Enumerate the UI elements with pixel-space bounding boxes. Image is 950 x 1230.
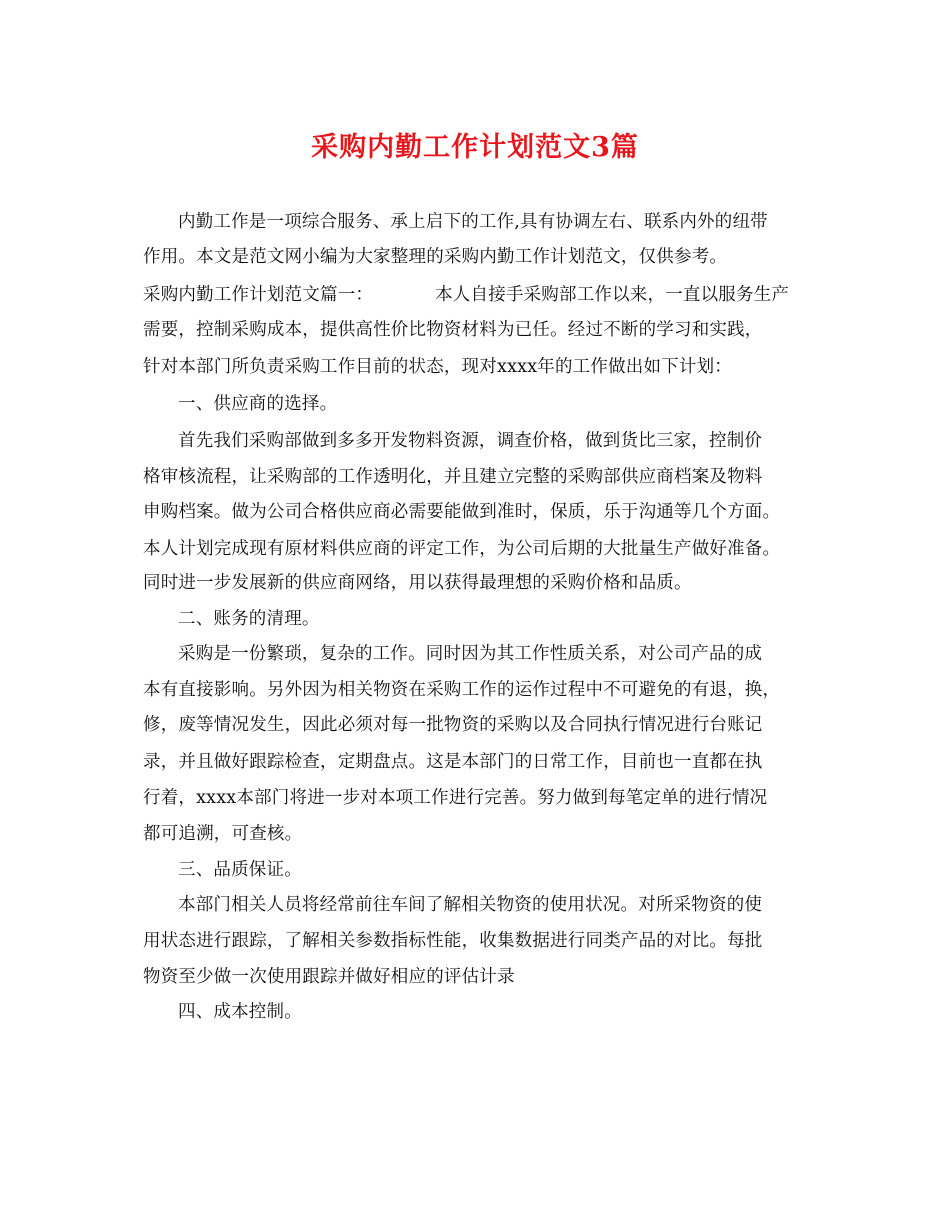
part-one-heading: 采购内勤工作计划范文篇一： <box>143 285 374 305</box>
section-1-line-3: 申购档案。做为公司合格供应商必需要能做到准时，保质，乐于沟通等几个方面。 <box>143 502 781 522</box>
section-3-line-2: 用状态进行跟踪，了解相关参数指标性能，收集数据进行同类产品的对比。每批 <box>143 931 763 951</box>
section-2-line-4: 录，并且做好跟踪检查，定期盘点。这是本部门的日常工作，目前也一直都在执 <box>143 752 763 772</box>
section-2-line-2: 本有直接影响。另外因为相关物资在采购工作的运作过程中不可避免的有退，换， <box>143 680 781 700</box>
section-1-line-1: 首先我们采购部做到多多开发物料资源，调查价格，做到货比三家，控制价 <box>178 431 763 451</box>
section-2-heading: 二、账务的清理。 <box>178 609 320 629</box>
section-2-line-3: 修，废等情况发生，因此必须对每一批物资的采购以及合同执行情况进行台账记 <box>143 715 763 735</box>
document-title: 采购内勤工作计划范文3篇 <box>311 132 639 163</box>
part-one-line-2: 需要，控制采购成本，提供高性价比物资材料为已任。经过不断的学习和实践， <box>143 320 763 340</box>
intro-line-1: 内勤工作是一项综合服务、承上启下的工作,具有协调左右、联系内外的纽带 <box>178 212 768 232</box>
part-one-line-1: 本人自接手采购部工作以来，一直以服务生产 <box>435 285 790 305</box>
part-one-first-line <box>143 283 789 307</box>
section-4-heading: 四、成本控制。 <box>178 1002 302 1022</box>
section-3-heading: 三、品质保证。 <box>178 860 302 880</box>
section-1-line-2: 格审核流程，让采购部的工作透明化，并且建立完整的采购部供应商档案及物料 <box>143 467 763 487</box>
section-3-line-1: 本部门相关人员将经常前往车间了解相关物资的使用状况。对所采物资的使 <box>178 895 763 915</box>
section-2-line-6: 都可追溯，可查核。 <box>143 824 303 844</box>
part-one-line-3: 针对本部门所负责采购工作目前的状态，现对xxxx年的工作做出如下计划： <box>143 357 732 377</box>
section-1-line-5: 同时进一步发展新的供应商网络，用以获得最理想的采购价格和品质。 <box>143 573 692 593</box>
section-2-line-1: 采购是一份繁琐，复杂的工作。同时因为其工作性质关系，对公司产品的成 <box>178 644 763 664</box>
section-3-line-3: 物资至少做一次使用跟踪并做好相应的评估计录 <box>143 967 515 987</box>
section-1-line-4: 本人计划完成现有原材料供应商的评定工作，为公司后期的大批量生产做好准备。 <box>143 539 781 559</box>
section-2-line-5: 行着，xxxx本部门将进一步对本项工作进行完善。努力做到每笔定单的进行情况 <box>143 788 768 808</box>
section-1-heading: 一、供应商的选择。 <box>178 394 338 414</box>
intro-line-2: 作用。本文是范文网小编为大家整理的采购内勤工作计划范文，仅供参考。 <box>143 247 728 267</box>
